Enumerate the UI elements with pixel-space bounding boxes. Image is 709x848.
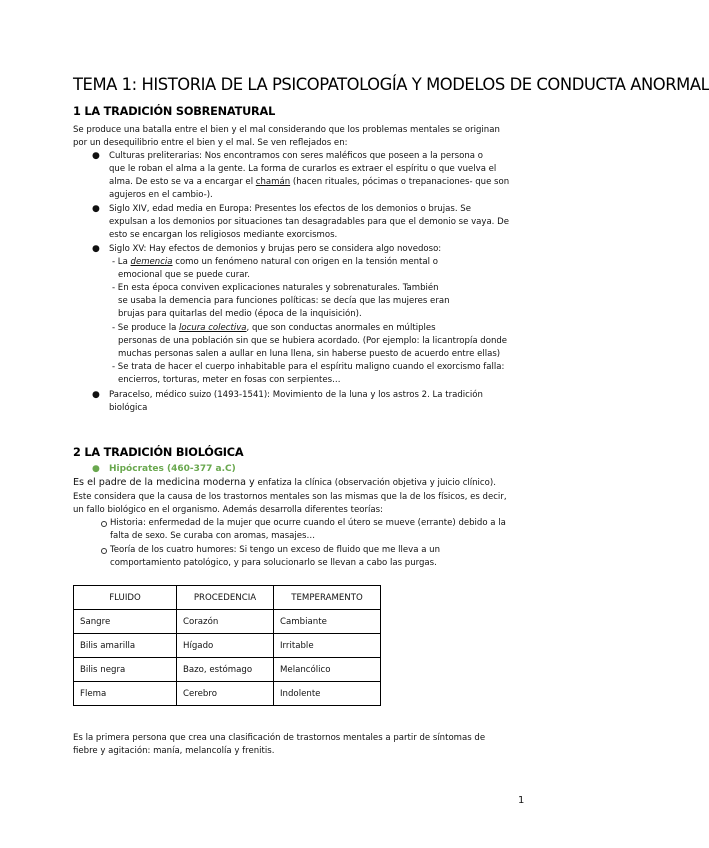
bullet-4-line-1: Paracelso, médico suizo (1493-1541): Movimiento de la luna y los astros 2. La tradición	[109, 390, 483, 400]
locura-colectiva-term: locura colectiva	[179, 323, 247, 333]
bullet-dot-3: ●	[92, 244, 100, 254]
page-title: TEMA 1: HISTORIA DE LA PSICOPATOLOGÍA Y MODELOS DE CONDUCTA ANORMAL	[73, 75, 709, 94]
bullet-2-line-1: Siglo XIV, edad media en Europa: Presentes los efectos de los demonios o brujas. Se	[109, 204, 471, 214]
bullet-2-line-2: expulsan a los demonios por situaciones tan desagradables para que el demonio se vaya. De	[109, 217, 509, 227]
section-1-heading: 1 LA TRADICIÓN SOBRENATURAL	[73, 105, 276, 118]
section-2-line-2: Este considera que la causa de los trastornos mentales son las mismas que la de los físicos, es decir,	[73, 492, 507, 502]
table-header-row	[74, 586, 381, 610]
bullet-3-dash-3-line-3: muchas personas salen a aullar en luna llena, sin haberse puesto de acuerdo entre ellas)	[118, 349, 501, 359]
bullet-dot-green: ●	[92, 464, 100, 474]
bullet-3-line-1: Siglo XV: Hay efectos de demonios y brujas pero se considera algo novedoso:	[109, 244, 442, 254]
bullet-3-dash-4-line-2: encierros, torturas, meter en fosas con serpientes…	[118, 375, 341, 385]
bullet-1-line-2: que le roban el alma a la gente. La forma de curarlos es extraer el espíritu o que vuelva el	[109, 164, 497, 174]
table-cell: Corazón	[177, 610, 274, 634]
table-cell: Cambiante	[274, 610, 381, 634]
table-cell: Indolente	[274, 682, 381, 706]
theory-1-line-1: Historia: enfermedad de la mujer que ocurre cuando el útero se mueve (errante) debido a la	[110, 518, 506, 528]
table-cell: Bilis negra	[74, 658, 177, 682]
bullet-4-line-2: biológica	[109, 403, 148, 413]
humors-table	[73, 585, 381, 706]
section-2-line-3: un fallo biológico en el organismo. Además desarrolla diferentes teorías:	[73, 505, 383, 515]
table-cell: Bilis amarilla	[74, 634, 177, 658]
table-header-cell: PROCEDENCIA	[177, 586, 274, 610]
theory-2-line-1: Teoría de los cuatro humores: Si tengo un exceso de fluido que me lleva a un	[110, 545, 440, 555]
bullet-1-line-1: Culturas preliterarias: Nos encontramos con seres maléficos que poseen a la persona o	[109, 151, 483, 161]
table-cell: Flema	[74, 682, 177, 706]
table-cell: Bazo, estómago	[177, 658, 274, 682]
table-header-cell: TEMPERAMENTO	[274, 586, 381, 610]
bullet-1-line-3: alma. De esto se va a encargar el chamán (hacen rituales, pócimas o trepanaciones- que son	[109, 177, 510, 187]
table-cell: Irritable	[274, 634, 381, 658]
table-header-cell: FLUIDO	[74, 586, 177, 610]
table-cell: Sangre	[74, 610, 177, 634]
table-cell: Melancólico	[274, 658, 381, 682]
circle-bullet-1	[101, 521, 107, 527]
demencia-term: demencia	[130, 257, 173, 267]
bullet-3-dash-2-line-2: se usaba la demencia para funciones políticas: se decía que las mujeres eran	[118, 296, 450, 306]
table-row	[74, 610, 381, 634]
bullet-3-dash-3-line-1: - Se produce la locura colectiva, que son conductas anormales en múltiples	[112, 323, 436, 333]
table-row	[74, 682, 381, 706]
bullet-dot-4: ●	[92, 390, 100, 400]
hipocrates-subheading: Hipócrates (460-377 a.C)	[109, 464, 236, 474]
intro-line-2: por un desequilibrio entre el bien y el mal. Se ven reflejados en:	[73, 138, 348, 148]
theory-1-line-2: falta de sexo. Se curaba con aromas, masajes…	[110, 531, 316, 541]
intro-line-1: Se produce una batalla entre el bien y el mal considerando que los problemas mentales se originan	[73, 125, 500, 135]
bullet-3-dash-1-line-1: - La demencia como un fenómeno natural con origen en la tensión mental o	[112, 257, 438, 267]
theory-2-line-2: comportamiento patológico, y para solucionarlo se llevan a cabo las purgas.	[110, 558, 437, 568]
bullet-dot-2: ●	[92, 204, 100, 214]
bullet-3-dash-2-line-1: - En esta época conviven explicaciones naturales y sobrenaturales. También	[112, 283, 439, 293]
bullet-dot-1: ●	[92, 151, 100, 161]
closing-line-2: fiebre y agitación: manía, melancolía y frenitis.	[73, 746, 275, 756]
table-cell: Hígado	[177, 634, 274, 658]
bullet-3-dash-4-line-1: - Se trata de hacer el cuerpo inhabitable para el espíritu maligno cuando el exorcismo falla:	[112, 362, 505, 372]
chaman-term: chamán	[255, 177, 291, 187]
bullet-3-dash-2-line-3: brujas para quitarlas del medio (época de la inquisición).	[118, 309, 362, 319]
closing-line-1: Es la primera persona que crea una clasificación de trastornos mentales a partir de síntomas de	[73, 733, 486, 743]
page-number: 1	[518, 795, 525, 806]
table-row	[74, 658, 381, 682]
section-2-line-1: Es el padre de la medicina moderna y enfatiza la clínica (observación objetiva y juicio clínico).	[73, 477, 496, 488]
bullet-3-dash-3-line-2: personas de una población sin que se hubiera acordado. (Por ejemplo: la licantropía donde	[118, 336, 508, 346]
bullet-2-line-3: esto se encargan los religiosos mediante exorcismos.	[109, 230, 338, 240]
table-cell: Cerebro	[177, 682, 274, 706]
section-2-heading: 2 LA TRADICIÓN BIOLÓGICA	[73, 446, 244, 459]
bullet-3-dash-1-line-2: emocional que se puede curar.	[118, 270, 250, 280]
circle-bullet-2	[101, 548, 107, 554]
bullet-1-line-4: agujeros en el cambio-).	[109, 190, 213, 200]
table-row	[74, 634, 381, 658]
